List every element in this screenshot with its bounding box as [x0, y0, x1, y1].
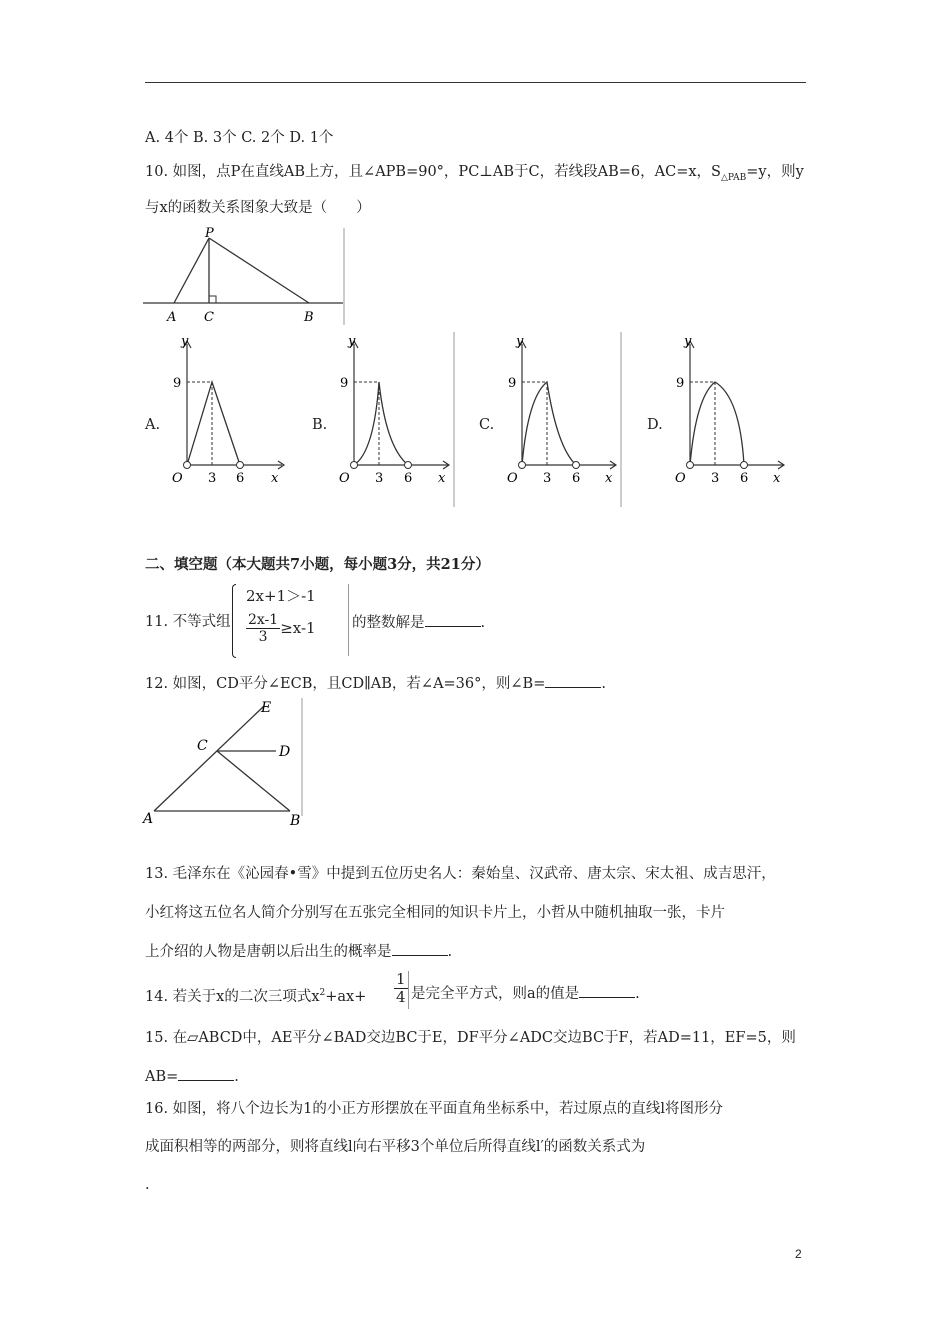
tick-9: 9: [508, 376, 517, 391]
q14-suffix-line: 是完全平方式，则a的值是 .: [411, 983, 640, 1004]
graph-option-a: [167, 332, 287, 492]
q11-brace: [232, 584, 236, 658]
option-b-label: B.: [312, 417, 328, 433]
origin-label: O: [675, 471, 686, 486]
open-point-origin: [687, 462, 694, 469]
q11-frac-num: 2x-1: [248, 612, 279, 628]
q14-answer-blank[interactable]: [579, 983, 635, 998]
q14-frac-num: 1: [396, 970, 406, 988]
q10-line2: 与x的函数关系图象大致是（ ）: [145, 200, 371, 216]
q11-prefix: 11. 不等式组: [145, 614, 231, 630]
header-rule: [145, 82, 806, 83]
option-d-label: D.: [647, 417, 663, 433]
q11-answer-blank[interactable]: [425, 612, 481, 627]
option-c-label: C.: [479, 417, 495, 433]
x-label: x: [271, 471, 279, 486]
q15-answer-blank[interactable]: [178, 1066, 234, 1081]
right-angle-mark: [209, 296, 216, 303]
q14-fraction: [394, 971, 408, 1006]
q11-frac-den: 3: [258, 629, 268, 645]
q14-suffix: 是完全平方式，则a的值是: [411, 986, 580, 1002]
segment-pa: [174, 238, 209, 303]
curve: [187, 382, 240, 465]
q13-line3: 上介绍的人物是唐朝以后出生的概率是 .: [145, 941, 452, 962]
tick-3: 3: [375, 471, 384, 486]
q14-sup: 2: [319, 988, 326, 998]
label-b: B: [290, 813, 301, 829]
q10-line1: [145, 162, 804, 188]
tick-6: 6: [740, 471, 749, 486]
q13-line1: 13. 毛泽东在《沁园春•雪》中提到五位历史名人：秦始皇、汉武帝、唐太宗、宋太祖、成吉思汗，: [145, 866, 776, 882]
tick-9: 9: [676, 376, 685, 391]
q11-fraction: [246, 612, 280, 645]
section-2-title: 二、填空题（本大题共7小题，每小题3分，共21分）: [145, 556, 490, 573]
label-a: A: [143, 811, 154, 827]
q14-frac: [394, 971, 408, 1006]
q12-line: 12. 如图，CD平分∠ECB，且CD∥AB，若∠A=36°，则∠B= .: [145, 673, 606, 694]
q10-triangle-figure: [143, 226, 348, 328]
q15-line2: AB= .: [145, 1066, 239, 1087]
q14-prefix: 14. 若关于x的二次三项式x: [145, 988, 320, 1005]
tick-3: 3: [543, 471, 552, 486]
q11-suffix: 的整数解是: [352, 615, 425, 631]
label-e: E: [261, 700, 272, 716]
y-label: y: [348, 334, 356, 349]
y-label: y: [684, 334, 692, 349]
q11-border: [348, 584, 349, 656]
q14-border: [408, 971, 409, 1009]
q10-text: 10. 如图，点P在直线AB上方，且∠APB=90°，PC⊥AB于C，若线段AB=6，AC=x，S: [145, 164, 721, 180]
y-label: y: [181, 334, 189, 349]
open-point-origin: [351, 462, 358, 469]
page-number: 2: [795, 1247, 802, 1261]
x-label: x: [605, 471, 613, 486]
open-point-six: [573, 462, 580, 469]
open-point-six: [741, 462, 748, 469]
q16-line3: .: [145, 1177, 150, 1193]
y-label: y: [516, 334, 524, 349]
q11-ineq2-rest: ≥x-1: [280, 619, 316, 637]
q13-text: 上介绍的人物是唐朝以后出生的概率是: [145, 944, 392, 960]
open-point-origin: [519, 462, 526, 469]
q13-line2: 小红将这五位名人简介分别写在五张完全相同的知识卡片上，小哲从中随机抽取一张，卡片: [145, 905, 725, 921]
curve: [522, 382, 576, 465]
q12-text: 12. 如图，CD平分∠ECB，且CD∥AB，若∠A=36°，则∠B=: [145, 676, 546, 692]
q16-line2: 成面积相等的两部分，则将直线l向右平移3个单位后所得直线l′的函数关系式为: [145, 1139, 646, 1155]
tick-6: 6: [236, 471, 245, 486]
q12-answer-blank[interactable]: [545, 673, 601, 688]
q10-subscript: △PAB: [720, 172, 747, 183]
x-label: x: [773, 471, 781, 486]
q15-text: AB=: [145, 1069, 179, 1085]
q12-figure: [140, 698, 305, 830]
graph-option-b: [334, 332, 456, 507]
open-point-six: [405, 462, 412, 469]
segment-cb: [217, 751, 290, 811]
tick-3: 3: [711, 471, 720, 486]
ray-ace: [154, 706, 264, 811]
tick-9: 9: [173, 376, 182, 391]
q11-suffix-line: 的整数解是 .: [352, 612, 485, 633]
tick-9: 9: [340, 376, 349, 391]
graph-option-c: [502, 332, 624, 507]
q13-answer-blank[interactable]: [392, 941, 448, 956]
q10-text-end: =y，则y: [746, 164, 804, 180]
label-d: D: [279, 744, 291, 760]
q14-prefix-line: [145, 983, 366, 1007]
option-a-label: A.: [145, 417, 161, 433]
origin-label: O: [339, 471, 350, 486]
open-point-origin: [184, 462, 191, 469]
graph-option-d: [670, 332, 792, 492]
q16-line1: 16. 如图，将八个边长为1的小正方形摆放在平面直角坐标系中，若过原点的直线l将图形分: [145, 1101, 724, 1117]
tick-3: 3: [208, 471, 217, 486]
tick-6: 6: [572, 471, 581, 486]
tick-6: 6: [404, 471, 413, 486]
label-p: P: [205, 226, 214, 241]
q14-frac-den: 4: [396, 988, 406, 1006]
label-a: A: [167, 310, 177, 325]
q11-ineq2: [246, 612, 316, 645]
curve: [354, 382, 408, 465]
label-b: B: [304, 310, 314, 325]
x-label: x: [438, 471, 446, 486]
open-point-six: [237, 462, 244, 469]
q14-mid: +ax+: [325, 988, 367, 1005]
origin-label: O: [172, 471, 183, 486]
label-c: C: [204, 310, 214, 325]
q15-line1: 15. 在▱ABCD中，AE平分∠BAD交边BC于E，DF平分∠ADC交边BC于F，若AD=11，EF=5，则: [145, 1030, 796, 1046]
origin-label: O: [507, 471, 518, 486]
segment-pb: [209, 238, 309, 303]
q11-ineq1: 2x+1＞-1: [246, 587, 316, 605]
q9-options: A. 4个 B. 3个 C. 2个 D. 1个: [145, 130, 334, 146]
label-c: C: [197, 738, 208, 754]
curve: [690, 382, 744, 465]
